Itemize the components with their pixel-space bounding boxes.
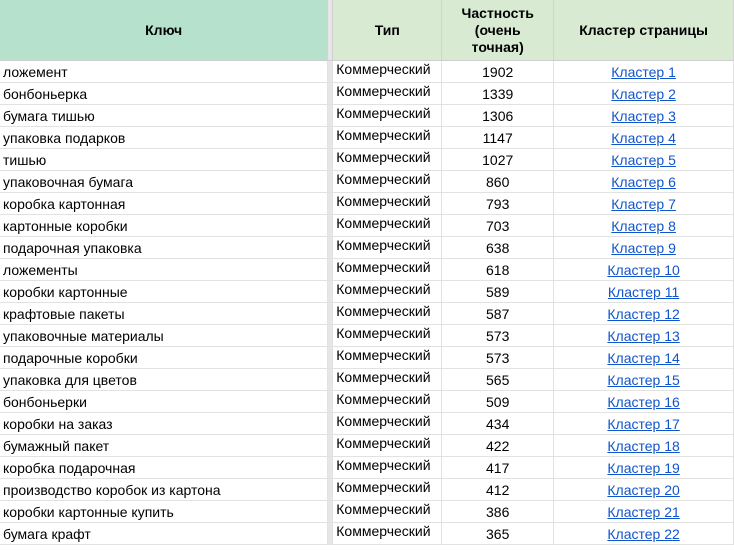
cluster-cell[interactable] xyxy=(554,61,734,83)
type-cell[interactable]: Коммерческий xyxy=(333,281,442,303)
keyword-cell[interactable]: упаковочные материалы xyxy=(0,325,328,347)
keyword-cell[interactable]: тишью xyxy=(0,149,328,171)
type-cell[interactable]: Коммерческий xyxy=(333,303,442,325)
table-row xyxy=(0,259,734,281)
frequency-cell[interactable]: 573 xyxy=(442,325,554,347)
cluster-cell[interactable] xyxy=(554,523,734,545)
cluster-link[interactable]: Кластер 16 xyxy=(607,394,680,410)
type-cell[interactable]: Коммерческий xyxy=(333,457,442,479)
table-row xyxy=(0,149,734,171)
type-cell[interactable]: Коммерческий xyxy=(333,501,442,523)
keyword-cell[interactable]: коробки на заказ xyxy=(0,413,328,435)
table-row xyxy=(0,281,734,303)
cluster-link[interactable]: Кластер 18 xyxy=(607,438,680,454)
cluster-link[interactable]: Кластер 8 xyxy=(611,218,676,234)
cluster-link[interactable]: Кластер 3 xyxy=(611,108,676,124)
table-row xyxy=(0,435,734,457)
keyword-cell[interactable]: ложементы xyxy=(0,259,328,281)
type-cell[interactable]: Коммерческий xyxy=(333,237,442,259)
cluster-cell[interactable] xyxy=(554,435,734,457)
table-row xyxy=(0,391,734,413)
frequency-cell[interactable]: 1147 xyxy=(442,127,554,149)
cluster-link[interactable]: Кластер 5 xyxy=(611,152,676,168)
cluster-link[interactable]: Кластер 13 xyxy=(607,328,680,344)
frequency-cell[interactable]: 573 xyxy=(442,347,554,369)
frequency-cell[interactable]: 587 xyxy=(442,303,554,325)
keyword-cell[interactable]: подарочная упаковка xyxy=(0,237,328,259)
keyword-cell[interactable]: производство коробок из картона xyxy=(0,479,328,501)
keyword-cell[interactable]: бонбоньерки xyxy=(0,391,328,413)
type-cell[interactable]: Коммерческий xyxy=(333,435,442,457)
type-cell[interactable]: Коммерческий xyxy=(333,413,442,435)
keyword-cell[interactable]: упаковочная бумага xyxy=(0,171,328,193)
keyword-cell[interactable]: картонные коробки xyxy=(0,215,328,237)
cluster-link[interactable]: Кластер 15 xyxy=(607,372,680,388)
keyword-cell[interactable]: бумага крафт xyxy=(0,523,328,545)
table-row xyxy=(0,61,734,83)
column-header-key[interactable]: Ключ xyxy=(0,0,328,61)
table-row xyxy=(0,171,734,193)
frequency-cell[interactable]: 412 xyxy=(442,479,554,501)
cluster-cell[interactable] xyxy=(554,259,734,281)
column-header-cluster[interactable]: Кластер страницы xyxy=(554,0,734,61)
type-cell[interactable]: Коммерческий xyxy=(333,105,442,127)
cluster-cell[interactable] xyxy=(554,215,734,237)
keyword-cell[interactable]: крафтовые пакеты xyxy=(0,303,328,325)
keyword-cell[interactable]: коробка подарочная xyxy=(0,457,328,479)
frequency-cell[interactable]: 386 xyxy=(442,501,554,523)
table-row xyxy=(0,457,734,479)
frequency-cell[interactable]: 703 xyxy=(442,215,554,237)
cluster-cell[interactable] xyxy=(554,83,734,105)
frequency-cell[interactable]: 589 xyxy=(442,281,554,303)
type-cell[interactable]: Коммерческий xyxy=(333,369,442,391)
frequency-cell[interactable]: 793 xyxy=(442,193,554,215)
frequency-cell[interactable]: 434 xyxy=(442,413,554,435)
cluster-cell[interactable] xyxy=(554,127,734,149)
cluster-link[interactable]: Кластер 17 xyxy=(607,416,680,432)
type-cell[interactable]: Коммерческий xyxy=(333,347,442,369)
column-header-type[interactable]: Тип xyxy=(333,0,442,61)
type-cell[interactable]: Коммерческий xyxy=(333,127,442,149)
keyword-cell[interactable]: бумага тишью xyxy=(0,105,328,127)
cluster-link[interactable]: Кластер 20 xyxy=(607,482,680,498)
cluster-link[interactable]: Кластер 4 xyxy=(611,130,676,146)
frequency-cell[interactable]: 365 xyxy=(442,523,554,545)
frequency-cell[interactable]: 638 xyxy=(442,237,554,259)
keyword-cell[interactable]: коробки картонные xyxy=(0,281,328,303)
frequency-cell[interactable]: 1306 xyxy=(442,105,554,127)
type-cell[interactable]: Коммерческий xyxy=(333,83,442,105)
frequency-cell[interactable]: 618 xyxy=(442,259,554,281)
type-cell[interactable]: Коммерческий xyxy=(333,149,442,171)
type-cell[interactable]: Коммерческий xyxy=(333,193,442,215)
cluster-link[interactable]: Кластер 14 xyxy=(607,350,680,366)
cluster-cell[interactable] xyxy=(554,171,734,193)
table-row xyxy=(0,193,734,215)
keyword-cell[interactable]: упаковка подарков xyxy=(0,127,328,149)
keyword-cell[interactable]: бумажный пакет xyxy=(0,435,328,457)
keyword-cell[interactable]: бонбоньерка xyxy=(0,83,328,105)
frequency-cell[interactable]: 1339 xyxy=(442,83,554,105)
cluster-cell[interactable] xyxy=(554,479,734,501)
table-row xyxy=(0,369,734,391)
frequency-cell[interactable]: 565 xyxy=(442,369,554,391)
cluster-cell[interactable] xyxy=(554,347,734,369)
cluster-link[interactable]: Кластер 10 xyxy=(607,262,680,278)
type-cell[interactable]: Коммерческий xyxy=(333,325,442,347)
frequency-cell[interactable]: 422 xyxy=(442,435,554,457)
frequency-cell[interactable]: 860 xyxy=(442,171,554,193)
cluster-cell[interactable] xyxy=(554,457,734,479)
keyword-cell[interactable]: коробка картонная xyxy=(0,193,328,215)
cluster-link[interactable]: Кластер 11 xyxy=(607,284,680,300)
cluster-link[interactable]: Кластер 19 xyxy=(607,460,680,476)
cluster-cell[interactable] xyxy=(554,369,734,391)
cluster-cell[interactable] xyxy=(554,325,734,347)
cluster-link[interactable]: Кластер 9 xyxy=(611,240,676,256)
table-body xyxy=(0,61,734,545)
cluster-cell[interactable] xyxy=(554,501,734,523)
keyword-cell[interactable]: упаковка для цветов xyxy=(0,369,328,391)
frequency-cell[interactable]: 1902 xyxy=(442,61,554,83)
cluster-link[interactable]: Кластер 2 xyxy=(611,86,676,102)
table-row xyxy=(0,83,734,105)
cluster-cell[interactable] xyxy=(554,105,734,127)
cluster-cell[interactable] xyxy=(554,303,734,325)
cluster-link[interactable]: Кластер 21 xyxy=(607,504,680,520)
table-row xyxy=(0,105,734,127)
table-row xyxy=(0,413,734,435)
table-row xyxy=(0,501,734,523)
keyword-cell[interactable]: подарочные коробки xyxy=(0,347,328,369)
cluster-link[interactable]: Кластер 22 xyxy=(607,526,680,542)
cluster-cell[interactable] xyxy=(554,413,734,435)
type-cell[interactable]: Коммерческий xyxy=(333,479,442,501)
cluster-cell[interactable] xyxy=(554,237,734,259)
column-header-frequency[interactable]: Частность (очень точная) xyxy=(442,0,554,61)
table-row xyxy=(0,347,734,369)
type-cell[interactable]: Коммерческий xyxy=(333,61,442,83)
type-cell[interactable]: Коммерческий xyxy=(333,259,442,281)
frequency-cell[interactable]: 1027 xyxy=(442,149,554,171)
table-row xyxy=(0,523,734,545)
table-row xyxy=(0,237,734,259)
cluster-cell[interactable] xyxy=(554,149,734,171)
type-cell[interactable]: Коммерческий xyxy=(333,391,442,413)
cluster-link[interactable]: Кластер 7 xyxy=(611,196,676,212)
keyword-cell[interactable]: ложемент xyxy=(0,61,328,83)
cluster-cell[interactable] xyxy=(554,281,734,303)
type-cell[interactable]: Коммерческий xyxy=(333,523,442,545)
cluster-link[interactable]: Кластер 1 xyxy=(611,64,676,80)
cluster-cell[interactable] xyxy=(554,391,734,413)
table-row xyxy=(0,215,734,237)
frequency-cell[interactable]: 417 xyxy=(442,457,554,479)
type-cell[interactable]: Коммерческий xyxy=(333,171,442,193)
keyword-cell[interactable]: коробки картонные купить xyxy=(0,501,328,523)
cluster-link[interactable]: Кластер 6 xyxy=(611,174,676,190)
frequency-cell[interactable]: 509 xyxy=(442,391,554,413)
cluster-link[interactable]: Кластер 12 xyxy=(607,306,680,322)
header-row xyxy=(0,0,734,61)
table-row xyxy=(0,479,734,501)
table-row xyxy=(0,303,734,325)
table-row xyxy=(0,325,734,347)
table-row xyxy=(0,127,734,149)
type-cell[interactable]: Коммерческий xyxy=(333,215,442,237)
cluster-cell[interactable] xyxy=(554,193,734,215)
